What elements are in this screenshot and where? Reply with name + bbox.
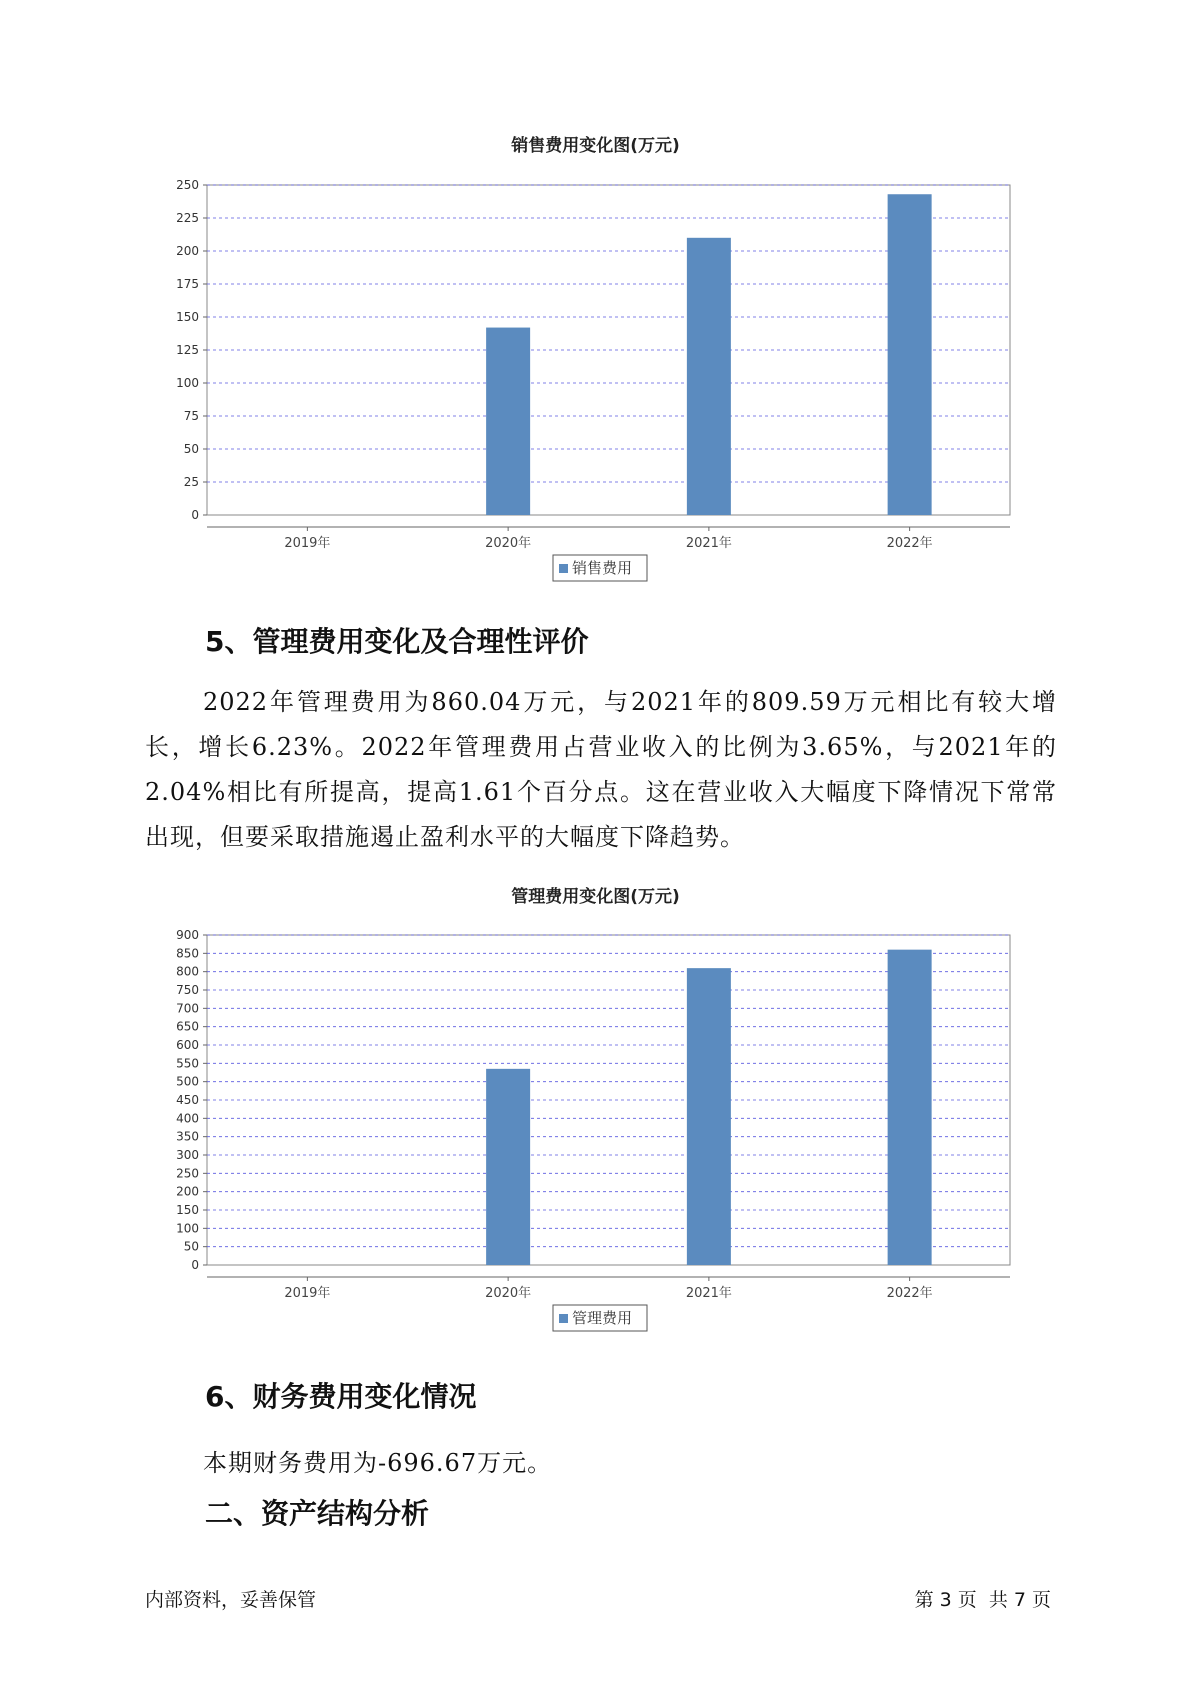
y-tick-label: 200	[176, 244, 199, 258]
y-tick-label: 350	[176, 1129, 199, 1144]
section-5-heading: 5、管理费用变化及合理性评价	[205, 625, 589, 658]
y-tick-label: 600	[176, 1038, 199, 1052]
y-tick-label: 650	[176, 1019, 199, 1034]
y-tick-label: 50	[183, 1239, 199, 1254]
sales-expense-chart	[0, 165, 1191, 600]
admin-expense-chart	[0, 915, 1191, 1350]
y-tick-label: 150	[176, 310, 199, 324]
legend-label: 销售费用	[572, 559, 633, 577]
y-tick-label: 100	[176, 376, 199, 390]
section-6-heading: 6、财务费用变化情况	[205, 1380, 477, 1413]
admin-expense-chart-title: 管理费用变化图(万元)	[511, 887, 680, 907]
x-tick-label: 2020年	[485, 1286, 532, 1301]
y-tick-label: 500	[176, 1074, 199, 1089]
footer-confidential-note: 内部资料，妥善保管	[145, 1589, 317, 1611]
y-tick-label: 25	[183, 475, 199, 489]
x-tick-label: 2022年	[886, 536, 933, 551]
x-tick-label: 2020年	[485, 536, 532, 551]
asset-structure-heading: 二、资产结构分析	[205, 1497, 430, 1530]
y-tick-label: 50	[183, 442, 199, 456]
y-tick-label: 400	[176, 1111, 199, 1126]
y-tick-label: 250	[176, 178, 199, 192]
y-tick-label: 0	[191, 1258, 199, 1272]
y-tick-label: 100	[176, 1221, 199, 1236]
section-5-paragraph: 2022年管理费用为860.04万元，与2021年的809.59万元相比有较大增长，增长6.23%。2022年管理费用占营业收入的比例为3.65%，与2021年的2.04%相比有所提高，提高1.61个百分点。这在营业收入大幅度下降情况下常常出现，但要采取措施遏止盈利水平的大幅度下降趋势。	[145, 688, 1057, 851]
x-tick-label: 2019年	[284, 536, 331, 551]
legend-swatch	[559, 564, 568, 573]
y-tick-label: 225	[176, 211, 199, 225]
legend-label: 管理费用	[572, 1309, 633, 1327]
y-tick-label: 750	[176, 983, 199, 997]
y-tick-label: 700	[176, 1001, 199, 1016]
bar	[687, 238, 731, 515]
sales-expense-chart-title: 销售费用变化图(万元)	[511, 136, 680, 156]
y-tick-label: 450	[176, 1093, 199, 1107]
bar	[888, 194, 932, 515]
x-tick-label: 2022年	[886, 1286, 933, 1301]
y-tick-label: 800	[176, 964, 199, 979]
y-tick-label: 125	[176, 343, 199, 357]
footer-page-total: 共 7 页	[988, 1589, 1051, 1611]
footer-page-number	[909, 1585, 1051, 1612]
bar	[687, 968, 731, 1265]
y-tick-label: 0	[191, 508, 199, 522]
y-tick-label: 150	[176, 1203, 199, 1217]
bar	[888, 950, 932, 1265]
bar	[486, 328, 530, 515]
y-tick-label: 75	[183, 409, 199, 423]
x-tick-label: 2019年	[284, 1286, 331, 1301]
y-tick-label: 300	[176, 1148, 199, 1162]
x-tick-label: 2021年	[685, 536, 732, 551]
y-tick-label: 850	[176, 946, 199, 961]
x-tick-label: 2021年	[685, 1286, 732, 1301]
y-tick-label: 550	[176, 1056, 199, 1071]
legend-swatch	[559, 1314, 568, 1323]
y-tick-label: 250	[176, 1166, 199, 1181]
bar	[486, 1069, 530, 1265]
y-tick-label: 900	[176, 928, 199, 942]
section-6-paragraph: 本期财务费用为-696.67万元。	[203, 1449, 553, 1477]
y-tick-label: 200	[176, 1184, 199, 1199]
footer-page-current: 第 3 页	[914, 1589, 977, 1611]
y-tick-label: 175	[176, 277, 199, 291]
